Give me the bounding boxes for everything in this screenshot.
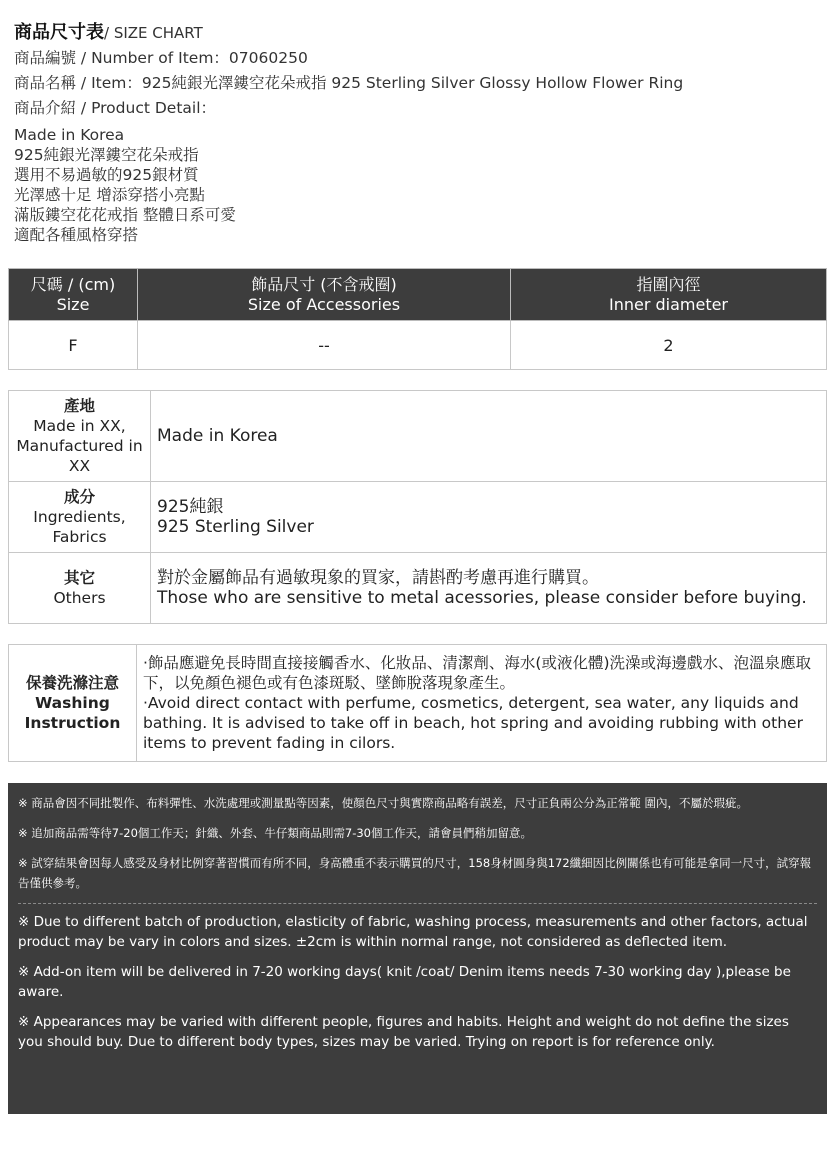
notice-zh-item: ※ 追加商品需等待7-20個工作天；針織、外套、牛仔類商品則需7-30個工作天，請會員們稍加留意。 xyxy=(18,826,532,840)
label-en: Others xyxy=(53,589,106,607)
value-en: 925 Sterling Silver xyxy=(157,517,314,537)
detail-line: 適配各種風格穿搭 xyxy=(14,226,139,244)
header-en: Size of Accessories xyxy=(247,294,401,314)
inner-diameter-column-header xyxy=(511,269,827,321)
detail-line: Made in Korea xyxy=(14,126,125,144)
notice-divider xyxy=(18,903,817,904)
accessory-size-column-header xyxy=(138,269,511,321)
notice-zh-item: ※ 商品會因不同批製作、布料彈性、水洗處理或測量點等因素，使顏色尺寸與實際商品略有誤差，尺寸正負兩公分為正常範 圍內，不屬於瑕疵。 xyxy=(18,796,748,810)
size-table-header xyxy=(9,269,827,321)
ingredients-label xyxy=(9,482,151,553)
label-en: Made in XX, Manufactured in XX xyxy=(16,417,143,475)
header-zh: 飾品尺寸 (不含戒圈) xyxy=(251,274,397,294)
title-main: 商品尺寸表 xyxy=(14,22,104,43)
label-en: Ingredients, Fabrics xyxy=(33,508,126,546)
notice-en-item: ※ Add-on item will be delivered in 7-20 working days( knit /coat/ Denim items needs 7-30 working day ),please be aware. xyxy=(18,964,791,1000)
washing-label xyxy=(9,645,137,762)
others-value xyxy=(151,553,827,624)
washing-text xyxy=(137,645,827,762)
value-en: Those who are sensitive to metal acessories, please consider before buying. xyxy=(157,588,807,608)
label-zh: 產地 xyxy=(63,397,95,415)
page-title xyxy=(14,20,824,46)
origin-row xyxy=(9,391,827,482)
accessory-size-cell: -- xyxy=(138,321,511,370)
label-zh: 保養洗滌注意 xyxy=(25,674,119,692)
others-label xyxy=(9,553,151,624)
size-column-header xyxy=(9,269,138,321)
others-row xyxy=(9,553,827,624)
item-name: 商品名稱 / Item：925純銀光澤鏤空花朵戒指 925 Sterling Silver Glossy Hollow Flower Ring xyxy=(14,74,684,92)
detail-line: 滿版鏤空花花戒指 整體日系可愛 xyxy=(14,206,236,224)
notice-box xyxy=(8,783,827,1114)
washing-row xyxy=(9,645,827,762)
table-row xyxy=(9,321,827,370)
value-zh: 對於金屬飾品有過敏現象的買家，請斟酌考慮再進行購買。 xyxy=(157,568,599,588)
header xyxy=(14,20,824,245)
label-zh: 成分 xyxy=(63,488,95,506)
label-en: Washing Instruction xyxy=(24,694,121,732)
notice-en-item: ※ Appearances may be varied with different people, figures and habits. Height and weight do not define the sizes you should buy. Due to different body types, sizes may be varied. Trying on report is for reference only. xyxy=(18,1014,789,1050)
washing-text-zh: ·飾品應避免長時間直接接觸香水、化妝品、清潔劑、海水(或液化體)洗澡或海邊戲水、泡溫泉應取下，以免顏色褪色或有色漆斑駁、墜飾脫落現象產生。 xyxy=(143,654,812,692)
header-en: Inner diameter xyxy=(608,294,729,314)
detail-line: 光澤感十足 增添穿搭小亮點 xyxy=(14,186,205,204)
size-cell: F xyxy=(9,321,138,370)
product-detail-list xyxy=(14,125,824,245)
size-table xyxy=(8,268,827,370)
origin-value: Made in Korea xyxy=(151,391,827,482)
product-detail-label: 商品介紹 / Product Detail： xyxy=(14,99,217,117)
header-zh: 尺碼 / (cm) xyxy=(30,274,116,294)
notice-zh-item: ※ 試穿結果會因每人感受及身材比例穿著習慣而有所不同，身高體重不表示購買的尺寸，158身材圓身與172纖細因比例關係也有可能是拿同一尺寸，試穿報告僅供參考。 xyxy=(18,856,812,890)
origin-label xyxy=(9,391,151,482)
washing-text-en: ·Avoid direct contact with perfume, cosmetics, detergent, sea water, any liquids and bathing. It is advised to take off in beach, hot spring and avoiding rubbing with other items to prevent fading in cilors. xyxy=(143,694,803,752)
header-zh: 指圍內徑 xyxy=(636,274,701,294)
title-sub: / SIZE CHART xyxy=(104,24,203,42)
label-zh: 其它 xyxy=(63,569,95,587)
washing-table xyxy=(8,644,827,762)
inner-diameter-cell: 2 xyxy=(511,321,827,370)
attribute-table xyxy=(8,390,827,624)
detail-line: 選用不易過敏的925銀材質 xyxy=(14,166,199,184)
notice-en-item: ※ Due to different batch of production, elasticity of fabric, washing process, measurements and other factors, actual product may be vary in colors and sizes. ±2cm is within normal range, not considered as deflected item. xyxy=(18,914,808,950)
detail-line: 925純銀光澤鏤空花朵戒指 xyxy=(14,146,199,164)
value-zh: 925純銀 xyxy=(157,497,224,517)
ingredients-row xyxy=(9,482,827,553)
ingredients-value xyxy=(151,482,827,553)
item-number: 商品編號 / Number of Item：07060250 xyxy=(14,49,308,67)
header-en: Size xyxy=(56,294,90,314)
